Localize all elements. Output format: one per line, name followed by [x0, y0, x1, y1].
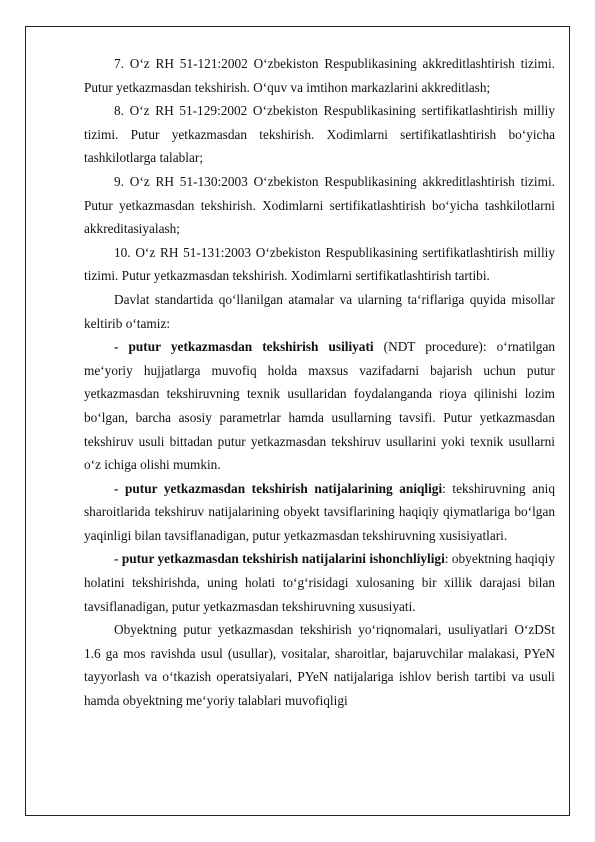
document-body: [84, 52, 555, 713]
definition-ndt-procedure: [84, 335, 555, 477]
standard-item-7: 7. O‘z RH 51-121:2002 O‘zbekiston Respublikasining akkreditlashtirish tizimi. Putur yetkazmasdan tekshirish. O‘quv va imtihon markazlarini akkreditlash;: [84, 56, 555, 95]
definition-term: - putur yetkazmasdan tekshirish natijalarining aniqligi: [114, 480, 443, 496]
definition-reliability: [84, 547, 555, 618]
standard-item-8: 8. O‘z RH 51-129:2002 O‘zbekiston Respublikasining sertifikatlashtirish milliy tizimi. Putur yetkazmasdan tekshirish. Xodimlarni sertifikatlashtirish bo‘yicha tashkilotlarga talablar;: [84, 103, 555, 166]
standard-item-10: 10. O‘z RH 51-131:2003 O‘zbekiston Respublikasining sertifikatlashtirish milliy tizimi. Putur yetkazmasdan tekshirish. Xodimlarni sertifikatlashtirish tartibi.: [84, 244, 555, 284]
definition-term: - putur yetkazmasdan tekshirish usiliyati: [114, 339, 374, 355]
definition-accuracy: [84, 477, 555, 548]
terms-intro: Davlat standartida qo‘llanilgan atamalar va ularning ta‘riflariga quyida misollar keltirib o‘tamiz:: [84, 291, 555, 331]
definition-text: (NDT procedure): o‘rnatilgan me‘yoriy hujjatlarga muvofiq holda maxsus vazifadarni bajarish uchun putur yetkazmasdan tekshiruvning texnik usullaridan foydalanganda rioya qilinishi lozim bo‘lgan, barcha asosiy parametrlar hamda usullarning tavsifi. Putur yetkazmasdan tekshiruv usuli bittadan putur yetkazmasdan tekshiruv usullarini yoki texnik usullarni o‘z ichiga olishi mumkin.: [84, 339, 555, 473]
standard-item-9: 9. O‘z RH 51-130:2003 O‘zbekiston Respublikasining akkreditlashtirish tizimi. Putur yetkazmasdan tekshirish. Xodimlarni sertifikatlashtirish bo‘yicha tashkilotlarni akkreditasiyalash;: [84, 173, 555, 237]
definition-term: - putur yetkazmasdan tekshirish natijalarini ishonchliyligi: [114, 551, 445, 567]
closing-paragraph: Obyektning putur yetkazmasdan tekshirish yo‘riqnomalari, usuliyatlari O‘zDSt 1.6 ga mos ravishda usul (usullar), vositalar, sharoitlar, bajaruvchilar malakasi, PYeN tayyorlash va o‘tkazish operatsiyalari, PYeN natijalariga ishlov berish tartibi va usuli hamda obyektning me‘yoriy talablari muvofiqligi: [84, 622, 555, 709]
definition-text: : tekshiruvning aniq sharoitlarida tekshiruv natijalarining obyekt tavsiflarining haqiqiy qiymatlariga bo‘lgan yaqinligi bilan tavsiflanadigan, putur yetkazmasdan tekshiruvning xusisiyatlari.: [84, 480, 555, 543]
definition-text: : obyektning haqiqiy holatini tekshirishda, uning holati to‘g‘risidagi xulosaning bir xillik darajasi bilan tavsiflanadigan, putur yetkazmasdan tekshiruvning xususiyati.: [84, 551, 555, 614]
